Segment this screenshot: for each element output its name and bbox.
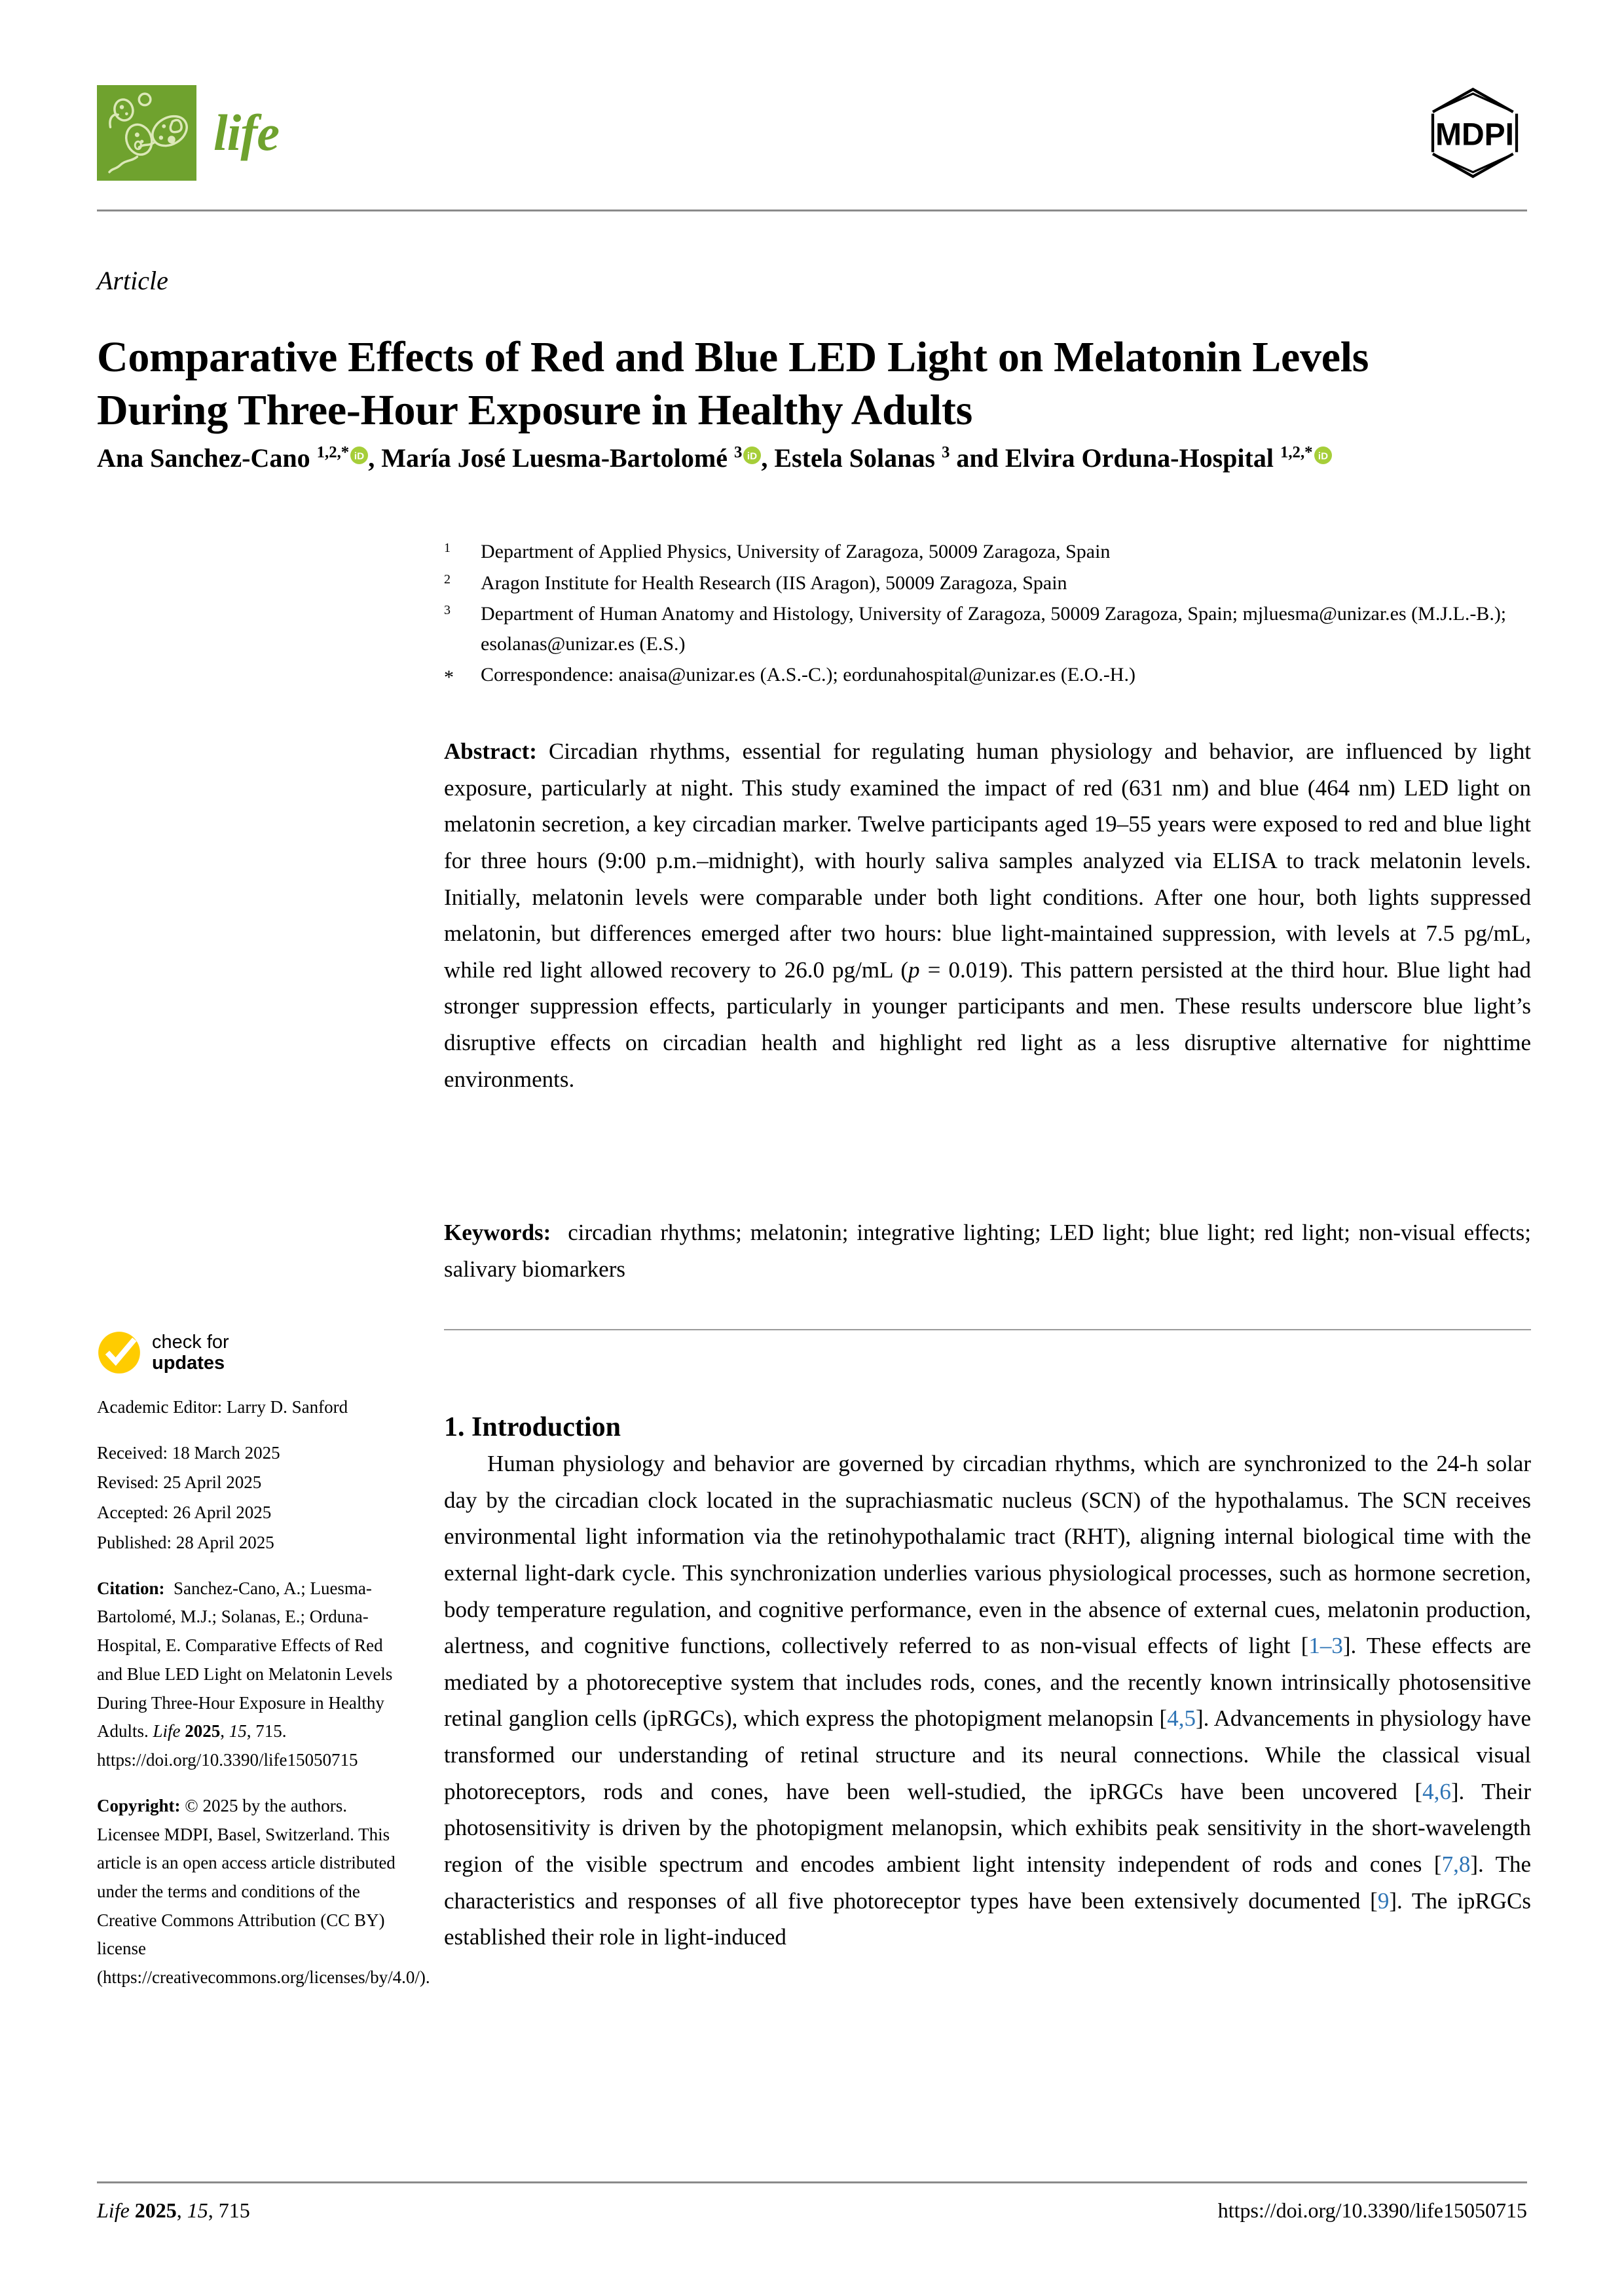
affiliation-text: Aragon Institute for Health Research (IIS Aragon), 50009 Zaragoza, Spain bbox=[481, 572, 1067, 594]
section-heading-introduction: 1. Introduction bbox=[444, 1412, 621, 1442]
affiliation-row bbox=[444, 568, 1531, 598]
svg-text:MDPI: MDPI bbox=[1435, 117, 1514, 153]
publication-date: Revised: 25 April 2025 bbox=[97, 1472, 262, 1493]
orcid-icon[interactable] bbox=[350, 446, 368, 464]
page-footer bbox=[97, 2197, 1527, 2225]
affiliation-row bbox=[444, 660, 1531, 693]
citation-block: Citation: Sanchez-Cano, A.; Luesma-Bartolomé, M.J.; Solanas, E.; Orduna-Hospital, E. Comparative Effects of Red and Blue LED Light on Melatonin Levels During Three-Hour Exposure in Healthy Adults. Life 2025, 15, 715. https://doi.org/10.3390/life15050715 bbox=[97, 1578, 393, 1770]
affiliation-marker: * bbox=[444, 666, 454, 689]
check-for-updates-icon bbox=[97, 1330, 141, 1375]
journal-name: life bbox=[213, 104, 279, 161]
check-for-updates-line1: check for bbox=[152, 1331, 229, 1353]
affiliation-text: Correspondence: anaisa@unizar.es (A.S.-C.); eordunahospital@unizar.es (E.O.-H.) bbox=[481, 664, 1135, 686]
citation-link[interactable]: 4,5 bbox=[1167, 1705, 1196, 1732]
academic-editor: Academic Editor: Larry D. Sanford bbox=[97, 1397, 348, 1417]
svg-text:iD: iD bbox=[747, 450, 758, 462]
publication-dates-block bbox=[97, 1439, 410, 1558]
check-for-updates-badge[interactable] bbox=[97, 1330, 410, 1375]
life-journal-logo-icon bbox=[97, 85, 196, 181]
header-divider bbox=[97, 210, 1527, 211]
academic-editor-block bbox=[97, 1393, 410, 1422]
footer-divider bbox=[97, 2181, 1527, 2183]
footer-citation: Life 2025, 15, 715 bbox=[97, 2198, 250, 2222]
copyright-block: Copyright: © 2025 by the authors. Licensee MDPI, Basel, Switzerland. This article is an open access article distributed under the terms and conditions of the Creative Commons Attribution (CC BY) license (https://creativecommons.org/licenses/by/4.0/). bbox=[97, 1795, 430, 1988]
citation-link[interactable]: 7,8 bbox=[1441, 1851, 1471, 1878]
page-title: Comparative Effects of Red and Blue LED Light on Melatonin Levels During Three-Hour Exposure in Healthy Adults bbox=[97, 333, 1369, 434]
affiliation-text: Department of Human Anatomy and Histology, University of Zaragoza, 50009 Zaragoza, Spain; mjluesma@unizar.es (M.J.L.-B.); esolanas@unizar.es (E.S.) bbox=[481, 603, 1507, 655]
abstract-label: Abstract: bbox=[444, 738, 537, 764]
citation-link[interactable]: 9 bbox=[1377, 1887, 1390, 1914]
affiliations-list bbox=[444, 537, 1531, 694]
article-type-label: Article bbox=[97, 266, 168, 295]
affiliation-row bbox=[444, 599, 1531, 659]
affiliation-text: Department of Applied Physics, University of Zaragoza, 50009 Zaragoza, Spain bbox=[481, 541, 1111, 562]
keywords-divider bbox=[444, 1329, 1531, 1330]
orcid-icon[interactable] bbox=[1314, 446, 1332, 464]
introduction-paragraph: Human physiology and behavior are governed by circadian rhythms, which are synchronized to the 24-h solar day by the circadian clock located in the suprachiasmatic nucleus (SCN) of the hypothalamus. The SCN receives environmental light information via the retinohypothalamic tract (RHT), aligning internal biological time with the external light-dark cycle. This synchronization underlies various physiological processes, such as hormone secretion, body temperature regulation, and cognitive performance, even in the absence of external cues, melatonin production, alertness, and cognitive functions, collectively referred to as non-visual effects of light [1–3]. These effects are mediated by a photoreceptive system that includes rods, cones, and the recently known intrinsically photosensitive retinal ganglion cells (ipRGCs), which express the photopigment melanopsin [4,5]. Advancements in physiology have transformed our understanding of retinal structure and its neural connections. While the classical visual photoreceptors, rods and cones, have been well-studied, the ipRGCs have been uncovered [4,6]. Their photosensitivity is driven by the photopigment melanopsin, which exhibits peak sensitivity in the short-wavelength region of the visible spectrum and encodes ambient light intensity independent of rods and cones [7,8]. The characteristics and responses of all five photoreceptor types have been extensively documented [9]. The ipRGCs established their role in light-induced bbox=[444, 1451, 1532, 1950]
footer-doi[interactable]: https://doi.org/10.3390/life15050715 bbox=[1217, 2198, 1527, 2222]
journal-brand[interactable] bbox=[97, 85, 279, 181]
check-for-updates-line2: updates bbox=[152, 1353, 225, 1374]
citation-link[interactable]: 4,6 bbox=[1422, 1778, 1451, 1804]
keywords-block: Keywords: circadian rhythms; melatonin; integrative lighting; LED light; blue light; red light; non-visual effects; salivary biomarkers bbox=[444, 1220, 1531, 1282]
author-list: Ana Sanchez-Cano $^{1,2,*}$ iD , María José Luesma-Bartolomé $^3$ iD , Estela Solanas $^3$ and Elvira Orduna-Hospital $^{1,2,*}$ iD bbox=[97, 440, 1538, 477]
affiliation-marker: 2 bbox=[444, 572, 451, 587]
keywords-label: Keywords: bbox=[444, 1220, 551, 1245]
orcid-icon[interactable] bbox=[743, 446, 761, 464]
affiliation-marker: 3 bbox=[444, 603, 451, 618]
citation-link[interactable]: 1–3 bbox=[1308, 1633, 1343, 1659]
mdpi-publisher-logo-icon[interactable] bbox=[1422, 84, 1527, 182]
affiliation-marker: 1 bbox=[444, 541, 451, 555]
publication-date: Published: 28 April 2025 bbox=[97, 1532, 274, 1552]
affiliation-row bbox=[444, 537, 1531, 567]
page-header bbox=[97, 77, 1527, 189]
svg-text:iD: iD bbox=[354, 450, 365, 462]
introduction-body bbox=[444, 1446, 1531, 1956]
abstract-block: Abstract: Circadian rhythms, essential for regulating human physiology and behavior, are influenced by light exposure, particularly at night. This study examined the impact of red (631 nm) and blue (464 nm) LED light on melatonin secretion, a key circadian marker. Twelve participants aged 19–55 years were exposed to red and blue light for three hours (9:00 p.m.–midnight), with hourly saliva samples analyzed via ELISA to track melatonin levels. Initially, melatonin levels were comparable under both light conditions. After one hour, both lights suppressed melatonin, but differences emerged after two hours: blue light-maintained suppression, with levels at 7.5 pg/mL, while red light allowed recovery to 26.0 pg/mL (p = 0.019). This pattern persisted at the third hour. Blue light had stronger suppression effects, particularly in younger participants and men. These results underscore blue light’s disruptive effects on circadian health and highlight red light as a less disruptive alternative for nighttime environments. bbox=[444, 738, 1531, 1092]
publication-date: Accepted: 26 April 2025 bbox=[97, 1503, 272, 1523]
svg-text:iD: iD bbox=[1318, 450, 1328, 462]
metadata-sidebar bbox=[97, 1330, 430, 2009]
publication-date: Received: 18 March 2025 bbox=[97, 1442, 280, 1463]
